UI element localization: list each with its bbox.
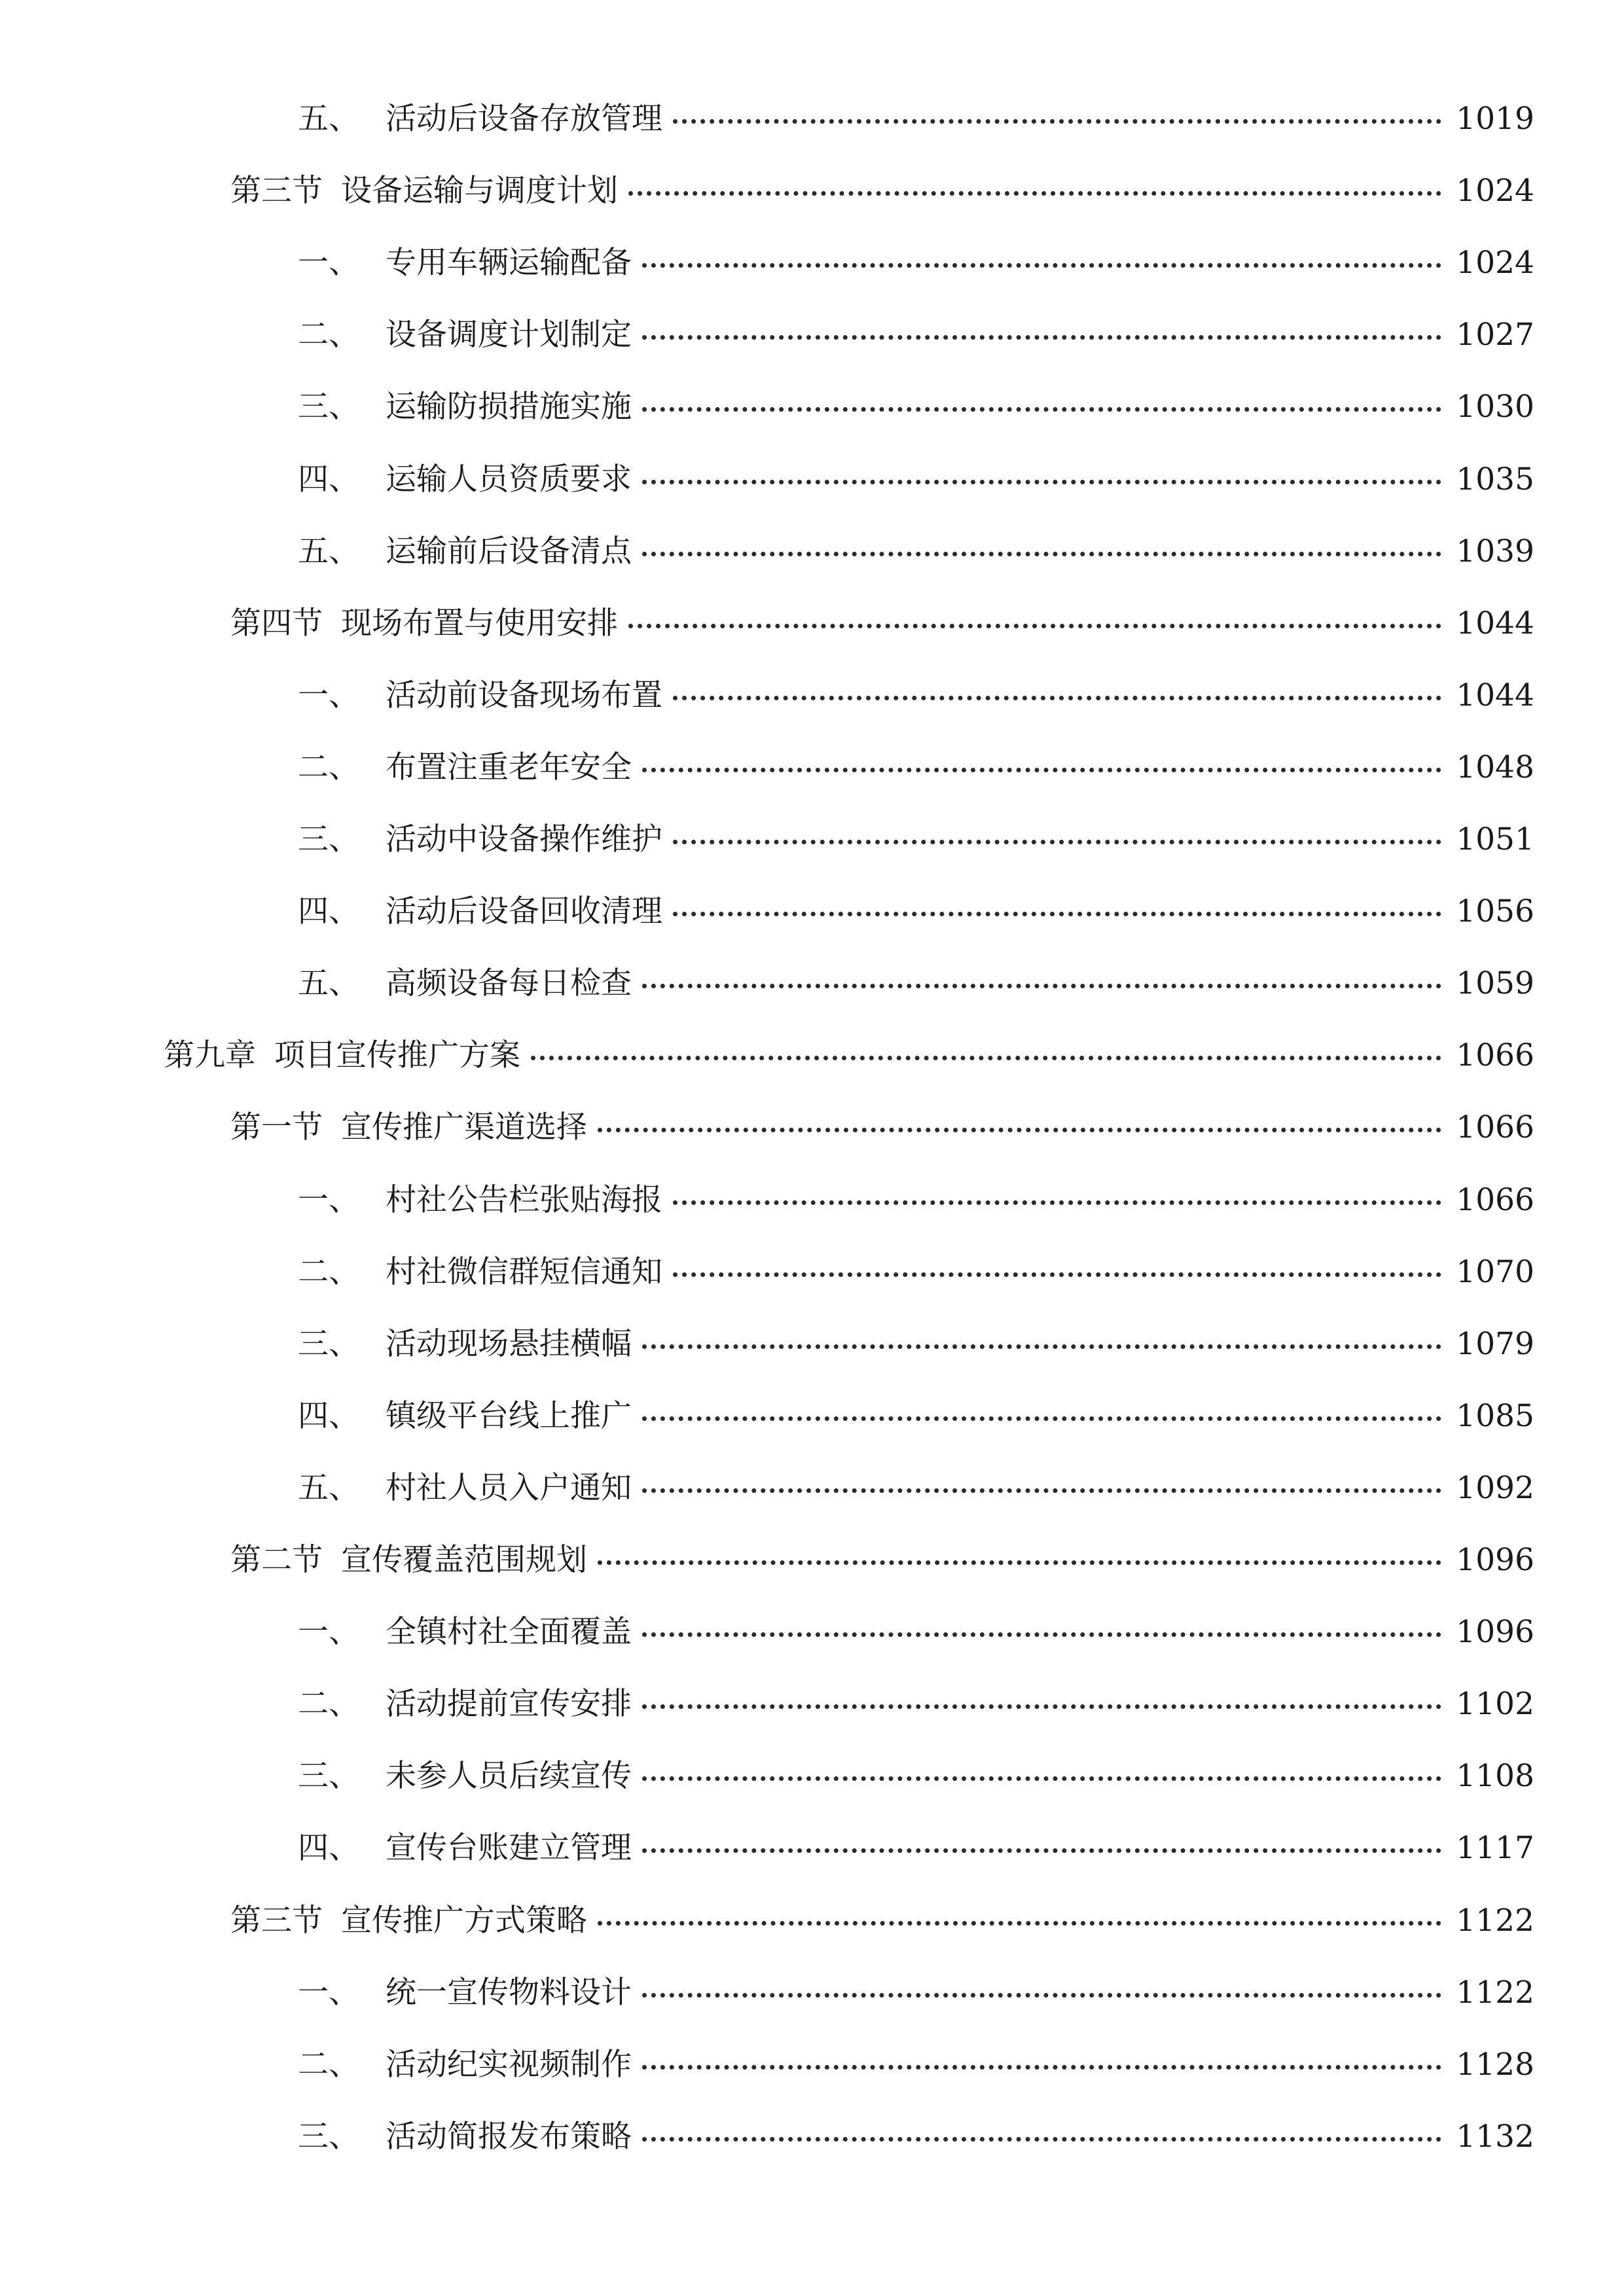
toc-leader-dots	[642, 1848, 1441, 1853]
toc-entry-title: 运输人员资质要求	[386, 461, 632, 497]
toc-entry-title: 村社微信群短信通知	[386, 1253, 662, 1290]
toc-entry-title: 活动前设备现场布置	[386, 677, 662, 713]
toc-entry-page: 1128	[1456, 2046, 1534, 2083]
toc-entry-number: 第九章	[164, 1037, 256, 1074]
toc-entry[interactable]	[0, 1750, 1624, 1803]
toc-entry[interactable]	[0, 526, 1624, 578]
toc-entry-page: 1035	[1456, 461, 1534, 497]
toc-entry-page: 1024	[1456, 173, 1534, 209]
toc-entry-page: 1070	[1456, 1253, 1534, 1290]
toc-entry-label	[298, 1750, 632, 1803]
toc-entry[interactable]	[0, 1246, 1624, 1299]
toc-leader-dots	[642, 1776, 1441, 1781]
toc-entry[interactable]	[0, 1534, 1624, 1587]
toc-leader-dots	[642, 984, 1441, 988]
toc-leader-dots	[531, 1056, 1441, 1060]
toc-entry-title: 活动提前宣传安排	[386, 1686, 632, 1723]
toc-entry-label	[298, 93, 662, 145]
toc-leader-dots	[628, 191, 1441, 196]
toc-entry-number: 三、	[298, 821, 359, 857]
toc-leader-dots	[642, 1993, 1441, 1998]
toc-leader-dots	[642, 2137, 1441, 2142]
toc-leader-dots	[628, 624, 1441, 628]
toc-entry-page: 1024	[1456, 245, 1534, 281]
toc-entry-page: 1117	[1456, 1830, 1534, 1867]
toc-entry-label	[298, 309, 632, 361]
toc-entry-page: 1085	[1456, 1397, 1534, 1434]
toc-entry-number: 一、	[298, 677, 359, 713]
toc-entry-page: 1059	[1456, 965, 1534, 1002]
toc-entry-label	[298, 1174, 662, 1227]
toc-leader-dots	[642, 1632, 1441, 1637]
toc-entry[interactable]	[0, 1318, 1624, 1371]
toc-entry[interactable]	[0, 886, 1624, 938]
toc-entry-page: 1132	[1456, 2118, 1534, 2155]
toc-entry-number: 三、	[298, 2118, 359, 2155]
toc-entry-number: 一、	[298, 245, 359, 281]
toc-entry-title: 宣传推广渠道选择	[341, 1109, 587, 1146]
toc-entry-title: 未参人员后续宣传	[386, 1758, 632, 1795]
toc-leader-dots	[642, 1416, 1441, 1421]
toc-entry-label	[230, 1102, 587, 1154]
toc-entry-page: 1096	[1456, 1542, 1534, 1578]
toc-entry-label	[298, 526, 632, 578]
toc-entry-label	[298, 814, 662, 866]
toc-entry-label	[298, 1390, 632, 1443]
toc-entry-title: 布置注重老年安全	[386, 749, 632, 785]
toc-entry-number: 四、	[298, 461, 359, 497]
toc-entry-label	[230, 165, 618, 217]
toc-entry-label	[230, 1895, 587, 1947]
toc-entry-number: 四、	[298, 1397, 359, 1434]
toc-entry[interactable]	[0, 165, 1624, 217]
toc-entry-page: 1044	[1456, 677, 1534, 713]
toc-entry[interactable]	[0, 2111, 1624, 2163]
toc-entry[interactable]	[0, 237, 1624, 289]
toc-entry-title: 活动中设备操作维护	[386, 821, 662, 857]
toc-entry-number: 五、	[298, 965, 359, 1002]
toc-entry-page: 1056	[1456, 893, 1534, 930]
toc-entry-title: 运输前后设备清点	[386, 533, 632, 569]
toc-entry-number: 五、	[298, 533, 359, 569]
toc-leader-dots	[642, 263, 1441, 268]
toc-entry-label	[298, 1678, 632, 1731]
toc-entry-title: 活动纪实视频制作	[386, 2046, 632, 2083]
toc-entry-number: 二、	[298, 2046, 359, 2083]
toc-entry-page: 1066	[1456, 1109, 1534, 1146]
toc-entry[interactable]	[0, 1102, 1624, 1154]
toc-entry-page: 1039	[1456, 533, 1534, 569]
toc-entry[interactable]	[0, 1967, 1624, 2019]
toc-entry-page: 1030	[1456, 389, 1534, 425]
toc-leader-dots	[642, 407, 1441, 412]
toc-entry-title: 活动简报发布策略	[386, 2118, 632, 2155]
toc-entry[interactable]	[0, 1895, 1624, 1947]
toc-leader-dots	[642, 1704, 1441, 1709]
toc-entry-title: 宣传覆盖范围规划	[341, 1542, 587, 1578]
toc-entry-label	[298, 958, 632, 1010]
toc-entry-title: 镇级平台线上推广	[386, 1397, 632, 1434]
toc-leader-dots	[673, 696, 1441, 700]
toc-entry[interactable]	[0, 1174, 1624, 1227]
toc-entry-number: 第四节	[230, 605, 323, 641]
toc-entry-label	[298, 2111, 632, 2163]
toc-entry[interactable]	[0, 1462, 1624, 1515]
toc-entry-number: 四、	[298, 893, 359, 930]
toc-entry[interactable]	[0, 1030, 1624, 1082]
toc-entry[interactable]	[0, 814, 1624, 866]
toc-entry-title: 宣传台账建立管理	[386, 1830, 632, 1867]
toc-entry[interactable]	[0, 2039, 1624, 2091]
toc-entry-number: 一、	[298, 1974, 359, 2011]
toc-entry-title: 宣传推广方式策略	[341, 1902, 587, 1939]
toc-entry-number: 三、	[298, 389, 359, 425]
toc-entry-page: 1066	[1456, 1181, 1534, 1218]
toc-entry-label	[298, 742, 632, 794]
toc-entry-label	[298, 2039, 632, 2091]
toc-leader-dots	[598, 1560, 1441, 1565]
toc-entry-page: 1066	[1456, 1037, 1534, 1074]
toc-leader-dots	[642, 1488, 1441, 1493]
toc-entry-title: 活动后设备回收清理	[386, 893, 662, 930]
toc-entry[interactable]	[0, 670, 1624, 722]
toc-entry[interactable]	[0, 742, 1624, 794]
toc-entry-title: 设备运输与调度计划	[341, 173, 618, 209]
toc-entry-number: 四、	[298, 1830, 359, 1867]
toc-entry-number: 五、	[298, 101, 359, 137]
toc-leader-dots	[642, 2065, 1441, 2070]
toc-entry[interactable]	[0, 454, 1624, 506]
toc-leader-dots	[673, 119, 1441, 124]
toc-entry-label	[298, 237, 632, 289]
toc-entry-page: 1102	[1456, 1686, 1534, 1723]
toc-entry-page: 1044	[1456, 605, 1534, 641]
toc-entry-page: 1122	[1456, 1902, 1534, 1939]
toc-leader-dots	[598, 1921, 1441, 1926]
toc-entry-label	[298, 1318, 632, 1371]
toc-entry-title: 活动后设备存放管理	[386, 101, 662, 137]
toc-entry-page: 1079	[1456, 1325, 1534, 1362]
toc-entry[interactable]	[0, 1606, 1624, 1659]
toc-entry-label	[230, 598, 618, 650]
toc-entry-page: 1096	[1456, 1614, 1534, 1651]
toc-entry-label	[298, 670, 662, 722]
toc-entry-number: 第三节	[230, 1902, 323, 1939]
toc-entry-label	[298, 1822, 632, 1874]
toc-entry-number: 二、	[298, 749, 359, 785]
toc-leader-dots	[642, 1344, 1441, 1349]
toc-entry[interactable]	[0, 958, 1624, 1010]
toc-entry-number: 第二节	[230, 1542, 323, 1578]
toc-entry[interactable]	[0, 1390, 1624, 1443]
toc-entry-label	[298, 1967, 632, 2019]
toc-entry-label	[164, 1030, 520, 1082]
toc-entry-page: 1027	[1456, 317, 1534, 353]
toc-entry-title: 现场布置与使用安排	[341, 605, 618, 641]
toc-entry[interactable]	[0, 381, 1624, 433]
toc-entry-page: 1108	[1456, 1758, 1534, 1795]
toc-entry-number: 一、	[298, 1614, 359, 1651]
toc-leader-dots	[642, 768, 1441, 772]
toc-entry-title: 活动现场悬挂横幅	[386, 1325, 632, 1362]
toc-entry[interactable]	[0, 1822, 1624, 1874]
toc-leader-dots	[642, 335, 1441, 340]
toc-entry-number: 三、	[298, 1325, 359, 1362]
toc-entry-title: 运输防损措施实施	[386, 389, 632, 425]
toc-leader-dots	[642, 480, 1441, 484]
toc-entry-label	[298, 886, 662, 938]
toc-entry-number: 五、	[298, 1469, 359, 1506]
toc-entry-number: 二、	[298, 317, 359, 353]
toc-entry-title: 高频设备每日检查	[386, 965, 632, 1002]
toc-entry-label	[298, 381, 632, 433]
toc-entry-number: 一、	[298, 1181, 359, 1218]
toc-leader-dots	[673, 840, 1441, 844]
toc-entry-label	[298, 1246, 662, 1299]
toc-entry-number: 第三节	[230, 173, 323, 209]
toc-leader-dots	[673, 1200, 1441, 1205]
toc-entry-number: 二、	[298, 1686, 359, 1723]
toc-entry[interactable]	[0, 1678, 1624, 1731]
toc-entry-label	[230, 1534, 587, 1587]
toc-entry-number: 三、	[298, 1758, 359, 1795]
toc-entry-number: 第一节	[230, 1109, 323, 1146]
toc-leader-dots	[673, 912, 1441, 916]
toc-entry-label	[298, 1462, 632, 1515]
toc-entry[interactable]	[0, 93, 1624, 145]
toc-entry-page: 1092	[1456, 1469, 1534, 1506]
toc-entry-page: 1051	[1456, 821, 1534, 857]
toc-entry[interactable]	[0, 309, 1624, 361]
toc-entry-page: 1048	[1456, 749, 1534, 785]
toc-entry-label	[298, 454, 632, 506]
toc-entry-page: 1019	[1456, 101, 1534, 137]
toc-leader-dots	[673, 1272, 1441, 1277]
toc-entry-title: 项目宣传推广方案	[274, 1037, 520, 1074]
toc-entry-title: 全镇村社全面覆盖	[386, 1614, 632, 1651]
toc-entry-title: 统一宣传物料设计	[386, 1974, 632, 2011]
toc-entry[interactable]	[0, 598, 1624, 650]
toc-entry-title: 专用车辆运输配备	[386, 245, 632, 281]
toc-entry-title: 设备调度计划制定	[386, 317, 632, 353]
toc-entry-title: 村社公告栏张贴海报	[386, 1181, 662, 1218]
toc-entry-title: 村社人员入户通知	[386, 1469, 632, 1506]
toc-entry-page: 1122	[1456, 1974, 1534, 2011]
toc-leader-dots	[598, 1128, 1441, 1132]
toc-entry-label	[298, 1606, 632, 1659]
toc-leader-dots	[642, 552, 1441, 556]
toc-entry-number: 二、	[298, 1253, 359, 1290]
